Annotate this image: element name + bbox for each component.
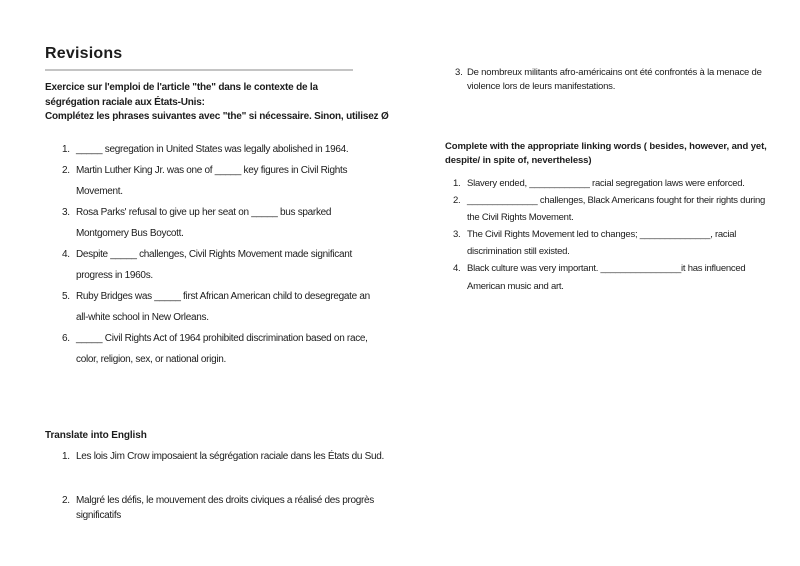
translate-heading: Translate into English (45, 430, 147, 441)
item-text: Les lois Jim Crow imposaient la ségrégation raciale dans les États du Sud. (76, 451, 384, 462)
article-exercise-list (62, 139, 378, 370)
item-text: ______________ challenges, Black Americans fought for their rights during the Civil Rights Movement. (467, 195, 766, 224)
item-number: 4. (453, 263, 461, 275)
item-text: Ruby Bridges was _____ first African American child to desegregate an all-white school in New Orleans. (76, 291, 370, 323)
item-number: 1. (62, 451, 70, 462)
list-item (62, 160, 378, 202)
item-number: 4. (62, 249, 70, 260)
item-text: De nombreux militants afro-américains ont été confrontés à la menace de violence lors de leurs manifestations. (467, 67, 762, 93)
linking-heading: Complete with the appropriate linking words ( besides, however, and yet, despite/ in spite of, nevertheless) (445, 141, 767, 167)
list-item (453, 226, 767, 260)
item-text: Malgré les défis, le mouvement des droits civiques a réalisé des progrès significatifs (76, 495, 374, 521)
item-text: _____ segregation in United States was legally abolished in 1964. (76, 144, 349, 155)
item-number: 2. (62, 165, 70, 176)
item-text: Rosa Parks' refusal to give up her seat on _____ bus sparked Montgomery Bus Boycott. (76, 207, 332, 239)
list-item (455, 66, 769, 95)
linking-list (453, 175, 767, 295)
list-item (62, 244, 378, 286)
item-text: Black culture was very important. ________________it has influenced American music and art. (467, 263, 746, 292)
item-text: _____ Civil Rights Act of 1964 prohibited discrimination based on race, color, religion, sex, or national origin. (76, 333, 368, 365)
list-item (62, 328, 378, 370)
item-number: 2. (62, 495, 70, 506)
item-number: 3. (453, 229, 461, 241)
list-item (62, 286, 378, 328)
translate-item-3 (455, 66, 769, 95)
item-number: 3. (62, 207, 70, 218)
item-number: 1. (62, 144, 70, 155)
item-text: The Civil Rights Movement led to changes; ______________, racial discrimination still existed. (467, 229, 737, 258)
item-number: 5. (62, 291, 70, 302)
list-item (62, 493, 406, 523)
list-item (453, 175, 767, 192)
article-exercise-intro: Exercice sur l'emploi de l'article "the" dans le contexte de la ségrégation raciale aux États-Unis: (45, 82, 318, 108)
item-text: Martin Luther King Jr. was one of _____ key figures in Civil Rights Movement. (76, 165, 348, 197)
item-number: 6. (62, 333, 70, 344)
item-text: Despite _____ challenges, Civil Rights Movement made significant progress in 1960s. (76, 249, 352, 281)
translate-list (62, 449, 406, 552)
page-title: Revisions (45, 45, 353, 71)
item-number: 3. (455, 67, 463, 78)
list-item (62, 139, 378, 160)
list-item (453, 192, 767, 226)
list-item (62, 202, 378, 244)
list-item (453, 260, 767, 294)
item-number: 2. (453, 195, 461, 207)
list-item (62, 449, 406, 464)
article-exercise-instruction: Complétez les phrases suivantes avec "the" si nécessaire. Sinon, utilisez Ø (45, 111, 389, 122)
item-number: 1. (453, 178, 461, 189)
item-text: Slavery ended, ____________ racial segregation laws were enforced. (467, 178, 745, 189)
